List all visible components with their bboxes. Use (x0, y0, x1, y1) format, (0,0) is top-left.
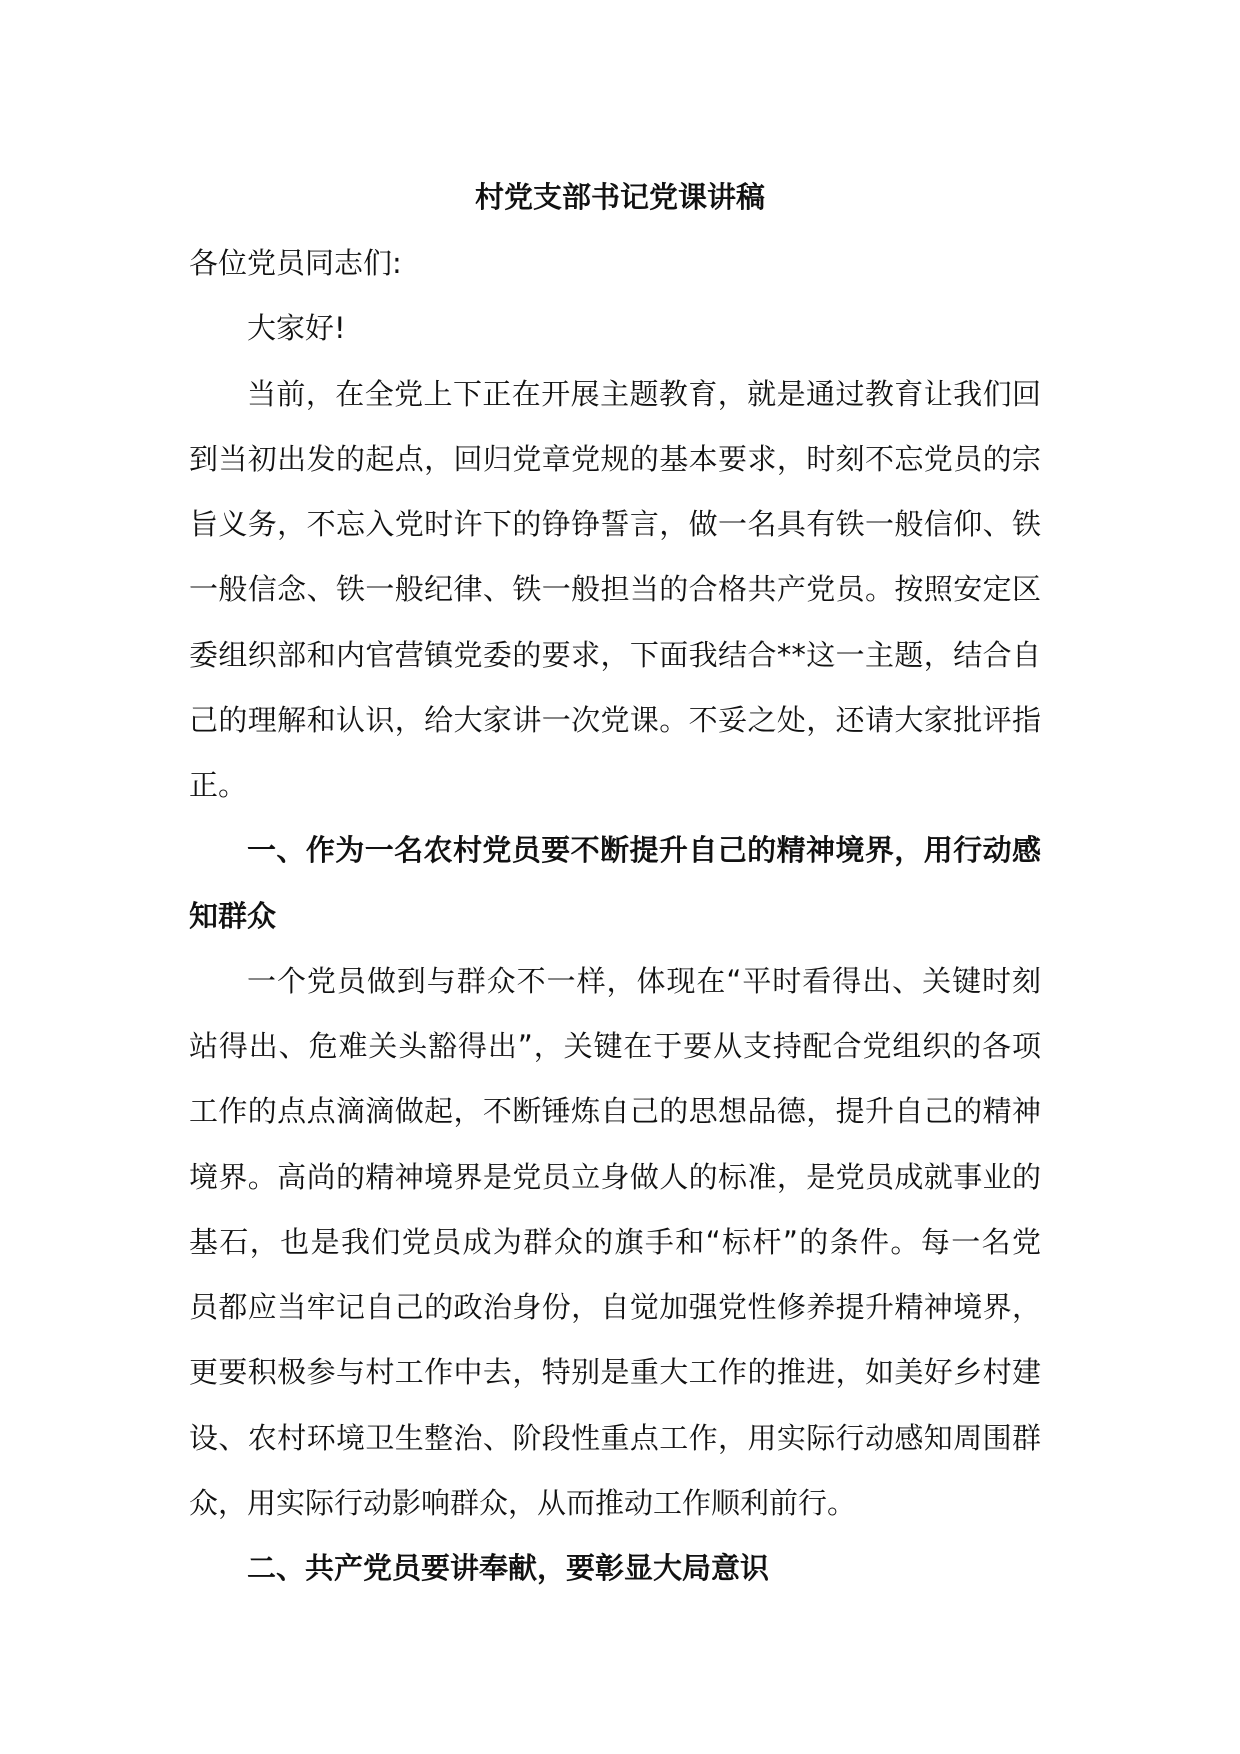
paragraph-line: 委组织部和内官营镇党委的要求，下面我结合**这一主题，结合自 (189, 637, 1041, 672)
heading-line: 二、共产党员要讲奉献，要彰显大局意识 (247, 1551, 770, 1585)
paragraph-line: 境界。高尚的精神境界是党员立身做人的标准，是党员成就事业的 (189, 1159, 1041, 1194)
greeting: 各位党员同志们: (189, 246, 402, 280)
document-title: 村党支部书记党课讲稿 (474, 180, 765, 214)
paragraph-line: 站得出、危难关头豁得出”，关键在于要从支持配合党组织的各项 (189, 1029, 1041, 1063)
paragraph-line: 己的理解和认识，给大家讲一次党课。不妥之处，还请大家批评指 (189, 702, 1041, 737)
section-heading-1 (189, 818, 1041, 949)
paragraph-line: 旨义务，不忘入党时许下的铮铮誓言，做一名具有铁一般信仰、铁 (189, 507, 1041, 541)
paragraph-line: 更要积极参与村工作中去，特别是重大工作的推进，如美好乡村建 (189, 1355, 1041, 1390)
paragraph-line: 工作的点点滴滴做起，不断锤炼自己的思想品德，提升自己的精神 (189, 1094, 1041, 1129)
paragraph-line: 基石，也是我们党员成为群众的旗手和“标杆”的条件。每一名党 (189, 1224, 1041, 1259)
section-heading-2 (189, 1536, 1041, 1601)
paragraph-line: 员都应当牢记自己的政治身份，自觉加强党性修养提升精神境界， (189, 1290, 1041, 1324)
paragraph-line: 到当初出发的起点，回归党章党规的基本要求，时刻不忘党员的宗 (189, 441, 1041, 476)
document-body (189, 231, 1041, 1601)
heading-line: 知群众 (189, 898, 277, 933)
salutation: 大家好! (247, 311, 346, 346)
paragraph-line: 设、农村环境卫生整治、阶段性重点工作，用实际行动感知周围群 (189, 1420, 1041, 1455)
paragraph-2 (189, 949, 1041, 1536)
paragraph-1 (189, 362, 1041, 819)
paragraph-line: 正。 (189, 768, 248, 802)
paragraph-line: 众，用实际行动影响群众，从而推动工作顺利前行。 (189, 1485, 857, 1520)
paragraph-line: 当前，在全党上下正在开展主题教育，就是通过教育让我们回 (247, 376, 1041, 411)
heading-line: 一、作为一名农村党员要不断提升自己的精神境界，用行动感 (247, 833, 1041, 868)
paragraph-line: 一般信念、铁一般纪律、铁一般担当的合格共产党员。按照安定区 (189, 572, 1041, 607)
paragraph-line: 一个党员做到与群众不一样，体现在“平时看得出、关键时刻 (247, 963, 1041, 998)
